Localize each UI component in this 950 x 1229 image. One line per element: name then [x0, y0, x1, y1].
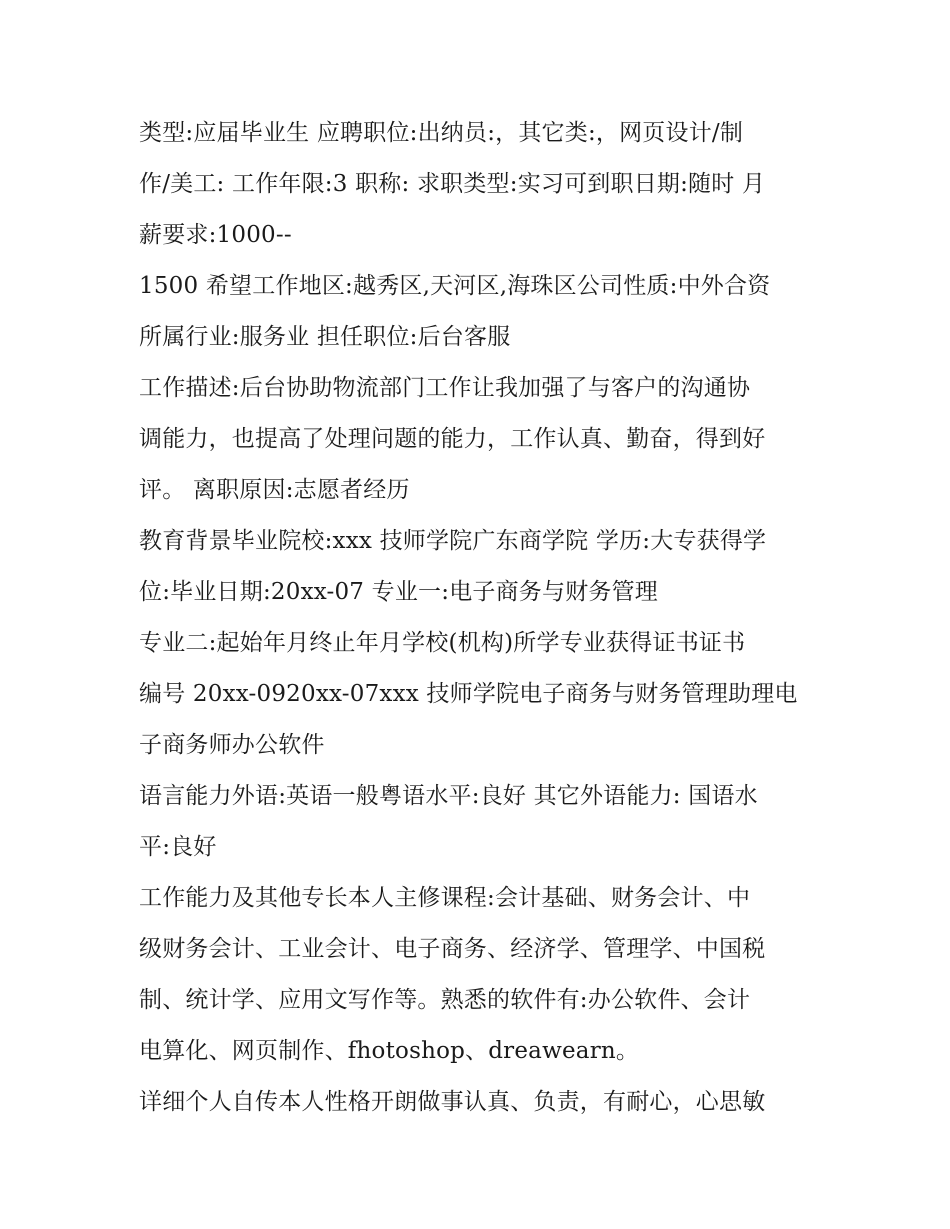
text-line: 类型:应届毕业生 应聘职位:出纳员:，其它类:，网页设计/制: [139, 120, 744, 146]
text-line: 评。 离职原因:志愿者经历: [139, 477, 410, 503]
text-line: 薪要求:1000--: [139, 222, 292, 248]
text-line: 编号 20xx-0920xx-07xxx 技师学院电子商务与财务管理助理电: [139, 681, 798, 707]
text-line: 制、统计学、应用文写作等。熟悉的软件有:办公软件、会计: [139, 987, 751, 1013]
text-line: 级财务会计、工业会计、电子商务、经济学、管理学、中国税: [139, 936, 766, 962]
text-line: 教育背景毕业院校:xxx 技师学院广东商学院 学历:大专获得学: [139, 528, 767, 554]
text-line: 工作能力及其他专长本人主修课程:会计基础、财务会计、中: [139, 885, 751, 911]
text-line: 位:毕业日期:20xx-07 专业一:电子商务与财务管理: [139, 579, 659, 605]
text-line: 专业二:起始年月终止年月学校(机构)所学专业获得证书证书: [139, 630, 746, 656]
document-body: [139, 108, 829, 1128]
text-line: 语言能力外语:英语一般粤语水平:良好 其它外语能力: 国语水: [139, 783, 758, 809]
text-line: 详细个人自传本人性格开朗做事认真、负责，有耐心，心思敏: [139, 1089, 766, 1115]
text-line: 平:良好: [139, 834, 217, 860]
text-line: 工作描述:后台协助物流部门工作让我加强了与客户的沟通协: [139, 375, 751, 401]
text-line: 1500 希望工作地区:越秀区,天河区,海珠区公司性质:中外合资: [139, 273, 771, 299]
text-line: 电算化、网页制作、fhotoshop、dreawearn。: [139, 1038, 640, 1064]
text-line: 作/美工: 工作年限:3 职称: 求职类型:实习可到职日期:随时 月: [139, 171, 766, 197]
text-line: 调能力，也提高了处理问题的能力，工作认真、勤奋，得到好: [139, 426, 766, 452]
text-line: 所属行业:服务业 担任职位:后台客服: [139, 324, 511, 350]
text-line: 子商务师办公软件: [139, 732, 325, 758]
